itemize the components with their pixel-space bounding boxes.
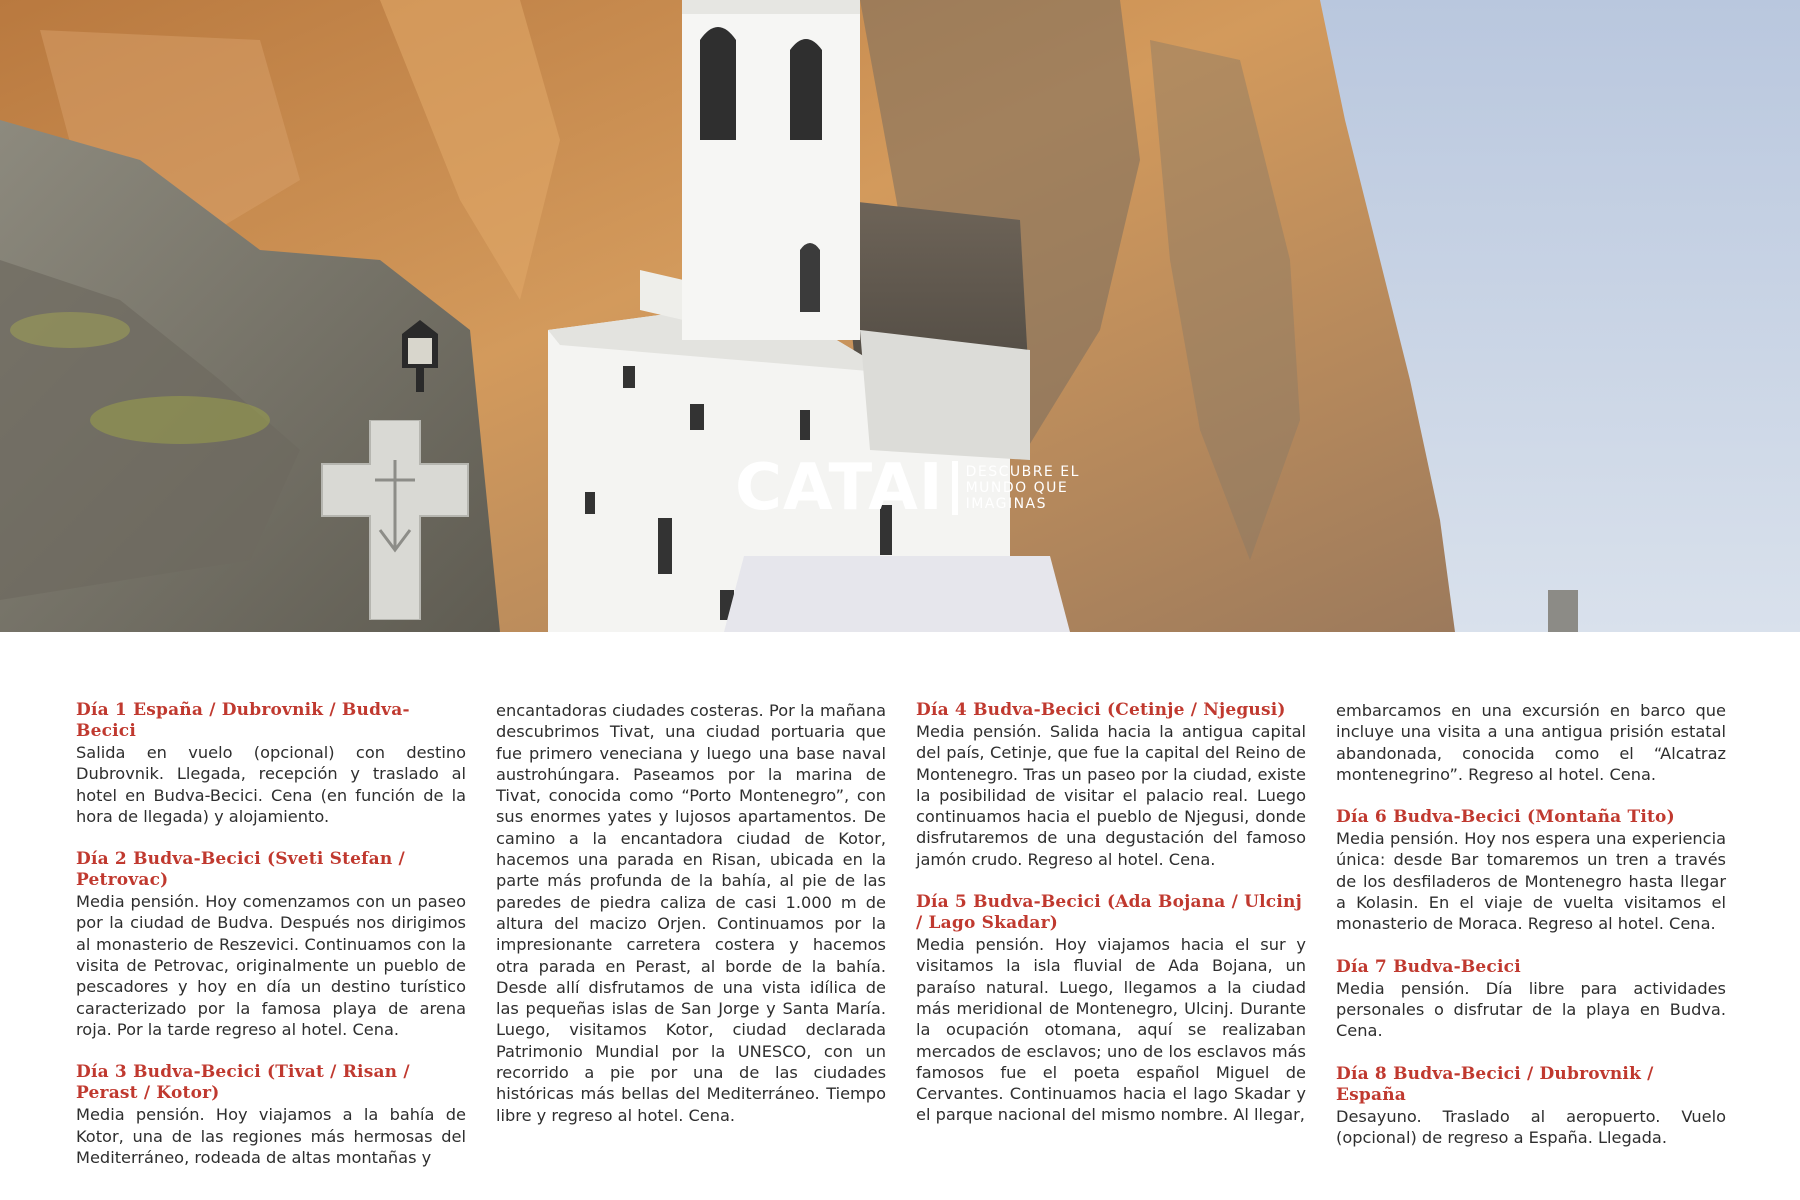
itinerary-column-4 — [1336, 700, 1726, 1170]
brand-tagline-line: DESCUBRE EL — [965, 464, 1080, 480]
day-title: Día 1 España / Dubrovnik / Budva-Becici — [76, 700, 410, 741]
lantern-icon — [390, 318, 450, 398]
day-title: Día 7 Budva-Becici — [1336, 956, 1521, 977]
brand-tagline — [966, 464, 1080, 512]
brand-logo — [735, 451, 1080, 525]
day-title: Día 3 Budva-Becici (Tivat / Risan / Perast / Kotor) — [76, 1062, 410, 1104]
day-title: Día 2 Budva-Becici (Sveti Stefan / Petrovac) — [76, 849, 405, 891]
day-title: Día 8 Budva-Becici / Dubrovnik / España — [1336, 1063, 1654, 1105]
brand-name: CATAI — [735, 451, 944, 525]
day-7 — [1336, 957, 1726, 1042]
brand-tagline-line: MUNDO QUE — [965, 480, 1069, 496]
itinerary-column-3 — [916, 700, 1306, 1148]
day-description: Media pensión. Día libre para actividades personales o disfrutar de la playa en Budva. Cena. — [1336, 978, 1726, 1041]
day-6 — [1336, 807, 1726, 934]
stone-cross-icon — [320, 420, 480, 620]
day-5 — [916, 892, 1306, 1126]
day-3 — [76, 1062, 466, 1168]
brand-tagline-line: IMAGINAS — [965, 496, 1048, 512]
day-description: Media pensión. Hoy comenzamos con un paseo por la ciudad de Budva. Después nos dirigimos al monasterio de Reszevici. Continuamos con la visita de Petrovac, originalmente un pueblo de pescadores y hoy en día un destino turístico caracterizado por la famosa playa de arena roja. Por la tarde regreso al hotel. Cena. — [76, 892, 466, 1039]
itinerary-column-1 — [76, 700, 466, 1190]
day-2 — [76, 849, 466, 1040]
day-5-continuation-block — [1336, 700, 1726, 785]
day-description: Desayuno. Traslado al aeropuerto. Vuelo (opcional) de regreso a España. Llegada. — [1336, 1106, 1726, 1147]
day-3-continuation: encantadoras ciudades costeras. Por la mañana descubrimos Tivat, una ciudad portuaria que fue primero veneciana y luego una base naval austrohúngara. Paseamos por la marina de Tivat, conocida como “Porto Montenegro”, con sus enormes yates y lujosos apartamentos. De camino a la encantadora ciudad de Kotor, hacemos una parada en Risan, ubicada en la parte más profunda de la bahía, al pie de las paredes de piedra caliza de casi 1.000 m de altura del macizo Orjen. Continuamos por la impresionante carretera costera y hacemos otra parada en Perast, al borde de la bahía. Desde allí disfrutamos de una vista idílica de las pequeñas islas de San Jorge y Santa María. Luego, visitamos Kotor, ciudad declarada Patrimonio Mundial por la UNESCO, con un recorrido a pie por una de las ciudades históricas más bellas del Mediterráneo. Tiempo libre y regreso al hotel. Cena. — [496, 701, 886, 1125]
day-title: Día 6 Budva-Becici (Montaña Tito) — [1336, 807, 1675, 828]
day-title: Día 4 Budva-Becici (Cetinje / Njegusi) — [916, 700, 1286, 720]
day-5-continuation: embarcamos en una excursión en barco que incluye una visita a una antigua prisión estatal abandonada, conocida como el “Alcatraz montenegrino”. Regreso al hotel. Cena. — [1336, 701, 1726, 784]
itinerary-column-2 — [496, 700, 886, 1126]
itinerary — [0, 632, 1800, 1200]
day-description: Media pensión. Hoy viajamos a la bahía de Kotor, una de las regiones más hermosas del Mediterráneo, rodeada de altas montañas y — [76, 1105, 466, 1167]
day-1 — [76, 700, 466, 827]
brand-divider — [952, 461, 958, 515]
day-4 — [916, 700, 1306, 870]
day-description: Media pensión. Hoy nos espera una experiencia única: desde Bar tomaremos un tren a través de los desfiladeros de Montenegro hasta llegar a Kolasin. En el viaje de vuelta visitamos el monasterio de Moraca. Regreso al hotel. Cena. — [1336, 829, 1726, 934]
day-description: Salida en vuelo (opcional) con destino Dubrovnik. Llegada, recepción y traslado al hotel en Budva-Becici. Cena (en función de la hora de llegada) y alojamiento. — [76, 743, 466, 826]
day-description: Media pensión. Salida hacia la antigua capital del país, Cetinje, que fue la capital del Reino de Montenegro. Tras un paseo por la ciudad, existe la posibilidad de visitar el palacio real. Luego continuamos hacia el pueblo de Njegusi, donde disfrutaremos de una degustación del famoso jamón crudo. Regreso al hotel. Cena. — [916, 722, 1306, 869]
day-8 — [1336, 1064, 1726, 1149]
day-description: Media pensión. Hoy viajamos hacia el sur y visitamos la isla fluvial de Ada Bojana, un paraíso natural. Luego, llegamos a la ciudad más meridional de Montenegro, Ulcinj. Durante la ocupación otomana, aquí se realizaban mercados de esclavos; uno de los esclavos más famosos fue el poeta español Miguel de Cervantes. Continuamos hacia el lago Skadar y el parque nacional del mismo nombre. Al llegar, — [916, 935, 1306, 1125]
day-title: Día 5 Budva-Becici (Ada Bojana / Ulcinj / Lago Skadar) — [916, 892, 1302, 934]
